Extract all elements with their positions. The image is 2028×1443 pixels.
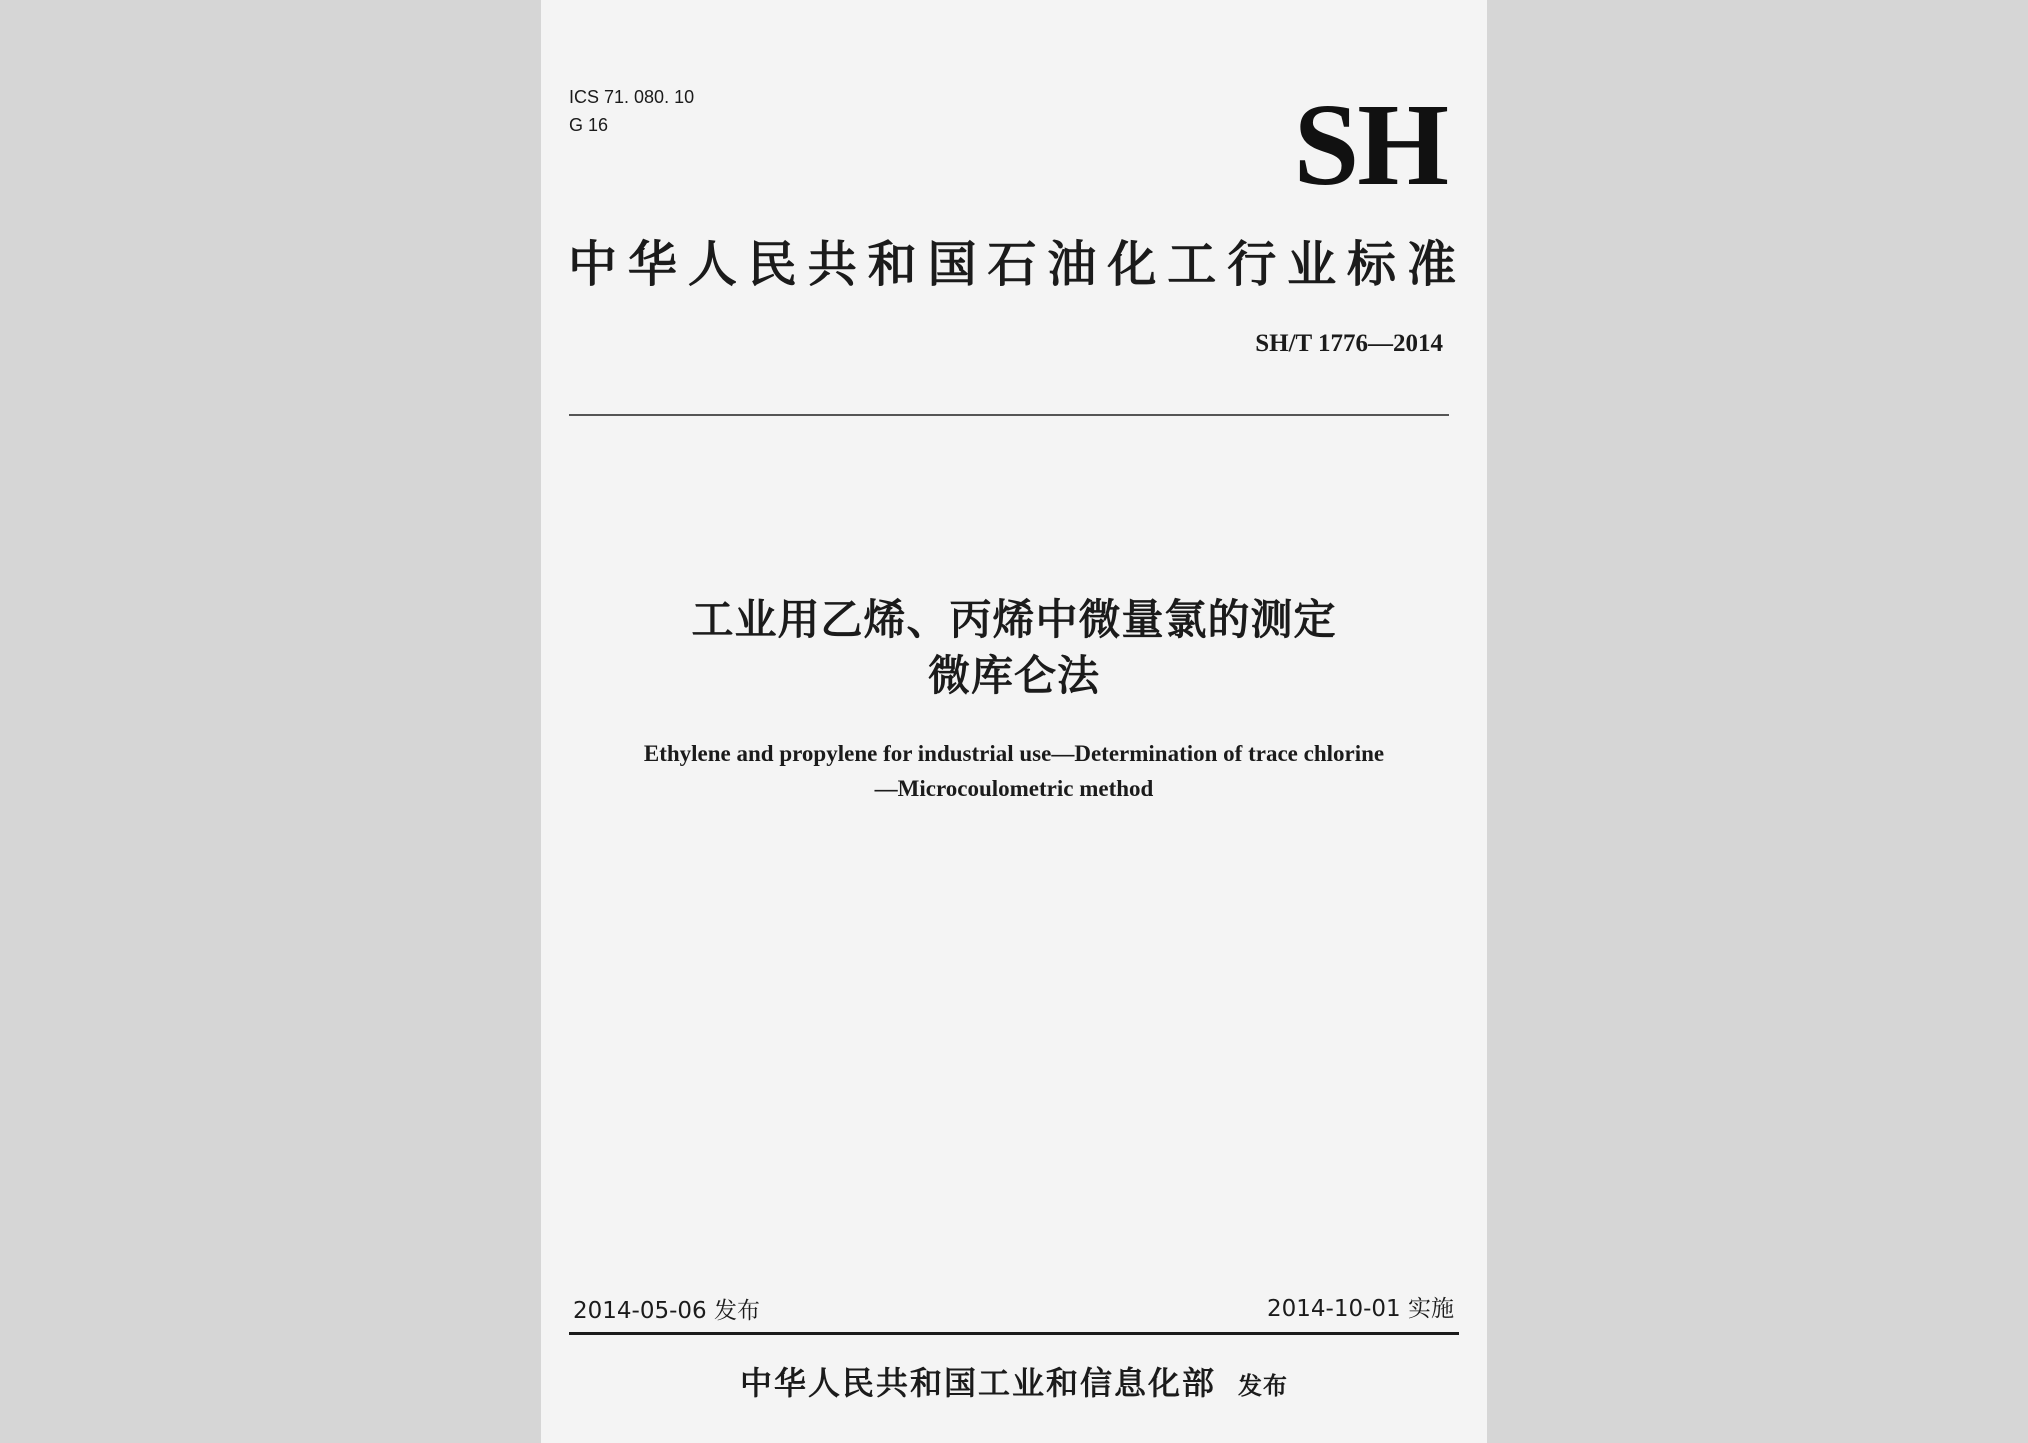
issue-date: 2014-05-06 发布 bbox=[573, 1298, 760, 1324]
issuer-name: 中华人民共和国工业和信息化部 bbox=[739, 1364, 1216, 1402]
ccs-code: G 16 bbox=[569, 115, 609, 135]
title-en-line-2: —Microcoulometric method bbox=[874, 776, 1154, 801]
footer-divider bbox=[569, 1332, 1459, 1335]
document-title-chinese bbox=[541, 592, 1487, 704]
title-cn-line-1: 工业用乙烯、丙烯中微量氯的测定 bbox=[691, 595, 1337, 644]
standard-category-title: 中华人民共和国石油化工行业标准 bbox=[568, 236, 1458, 293]
ics-code: ICS 71. 080. 10 bbox=[569, 87, 695, 107]
header-divider bbox=[569, 414, 1449, 416]
title-cn-line-2: 微库仑法 bbox=[927, 651, 1100, 700]
issuer-suffix: 发布 bbox=[1238, 1372, 1288, 1400]
document-title-english bbox=[541, 736, 1487, 806]
classification-block bbox=[569, 83, 694, 139]
sh-logo: SH bbox=[1293, 79, 1447, 210]
implementation-date: 2014-10-01 实施 bbox=[1267, 1296, 1454, 1322]
title-en-line-1: Ethylene and propylene for industrial use—Determination of trace chlorine bbox=[643, 741, 1385, 766]
issuing-authority bbox=[541, 1362, 1487, 1407]
standard-cover-page bbox=[541, 0, 1487, 1443]
standard-number: SH/T 1776—2014 bbox=[1255, 330, 1443, 357]
